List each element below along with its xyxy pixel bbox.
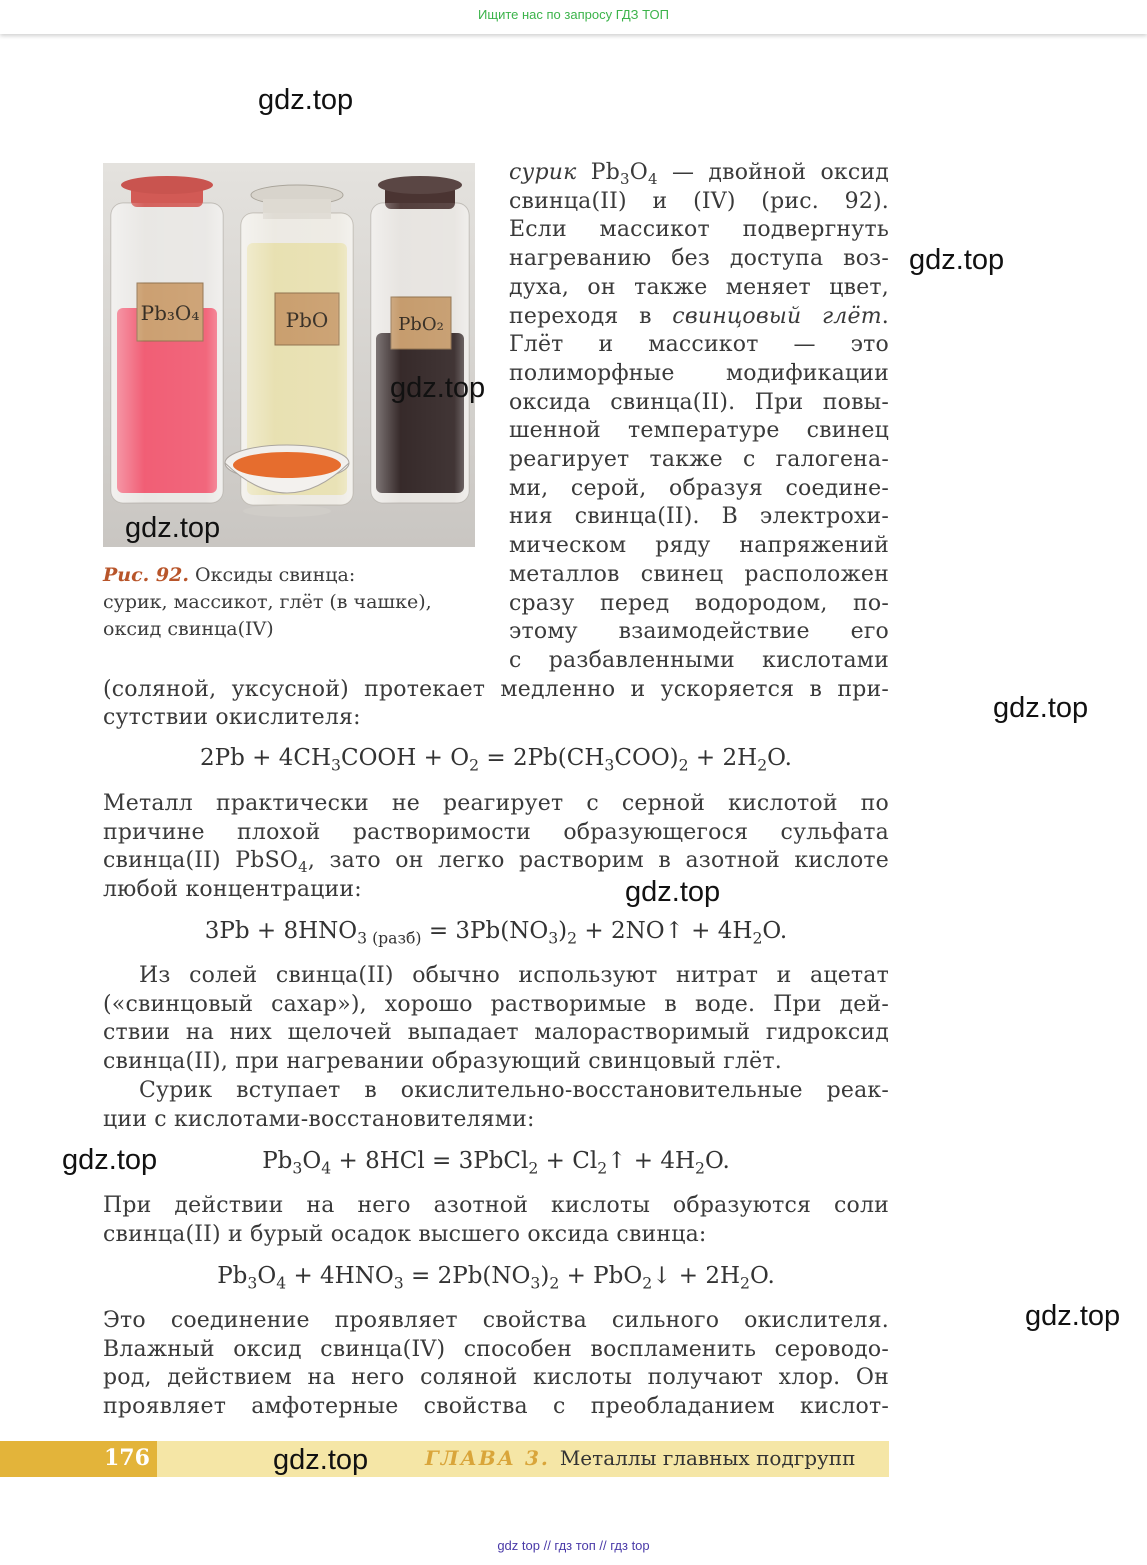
text-line: свинца(II), при нагревании образующий свинцовый глёт. <box>103 1049 782 1075</box>
watermark: gdz.top <box>125 512 221 544</box>
text-line: род, действием на него соляной кислоты получают хлор. Он <box>103 1365 889 1391</box>
text-line: ции с кислотами-восстановителями: <box>103 1106 535 1132</box>
text-line: мическом ряду напряжений <box>509 533 889 559</box>
text-line: шенной температуре свинец <box>509 418 889 444</box>
top-banner-text: Ищите нас по запросу ГДЗ ТОП <box>478 7 669 22</box>
watermark: gdz.top <box>62 1144 158 1176</box>
equation-4: $Pb_3O_4 + 4HNO_3 = 2Pb(NO_3)_2$ + PbO$_2$↓ + $2H_2O$. <box>217 1263 775 1293</box>
watermark: gdz.top <box>993 692 1089 724</box>
equation-3: $Pb_3O_4 + 8HCl$ = 3PbCl$_2$ + $Cl_2↑ + 4H_2O$. <box>262 1148 730 1178</box>
text-line: этому взаимодействие его <box>509 619 889 645</box>
bottom-links[interactable]: gdz top // гдз топ // гдз top <box>497 1538 650 1553</box>
text-line: Влажный оксид свинца(IV) способен воспламенить сероводо- <box>103 1336 889 1362</box>
text-line: сурик $Pb_3O_4$ — двойной оксид <box>509 160 889 189</box>
caption-line: сурик, массикот, глёт (в чашке), <box>103 591 432 613</box>
text-line: («свинцовый сахар»), хорошо растворимые в воде. При дей- <box>103 991 889 1017</box>
figure-label: Рис. 92. <box>103 564 189 586</box>
text-line: с разбавленными кислотами <box>509 647 889 673</box>
term-litharge: свинцовый глёт <box>672 303 882 329</box>
text-line: сутствии окислителя: <box>103 705 361 731</box>
text-line: Это соединение проявляет свойства сильного окислителя. <box>103 1308 889 1333</box>
text-line: реагирует также с галогена- <box>509 447 889 472</box>
text-line: полиморфные модификации <box>509 360 889 386</box>
equation-2: $3Pb + 8HNO_{3 (разб)} = 3Pb(NO_3)_2$ + 2NO↑ + $4H_2O$. <box>204 918 788 948</box>
figure-caption <box>103 562 493 643</box>
text-line: свинца(II) и (IV) (рис. 92). <box>509 188 889 214</box>
text-line: ми, серой, образуя соедине- <box>509 475 889 501</box>
text-line: металлов свинец расположен <box>509 561 889 587</box>
text-line: Из солей свинца(II) обычно используют нитрат и ацетат <box>139 963 889 988</box>
text-line: любой концентрации: <box>103 877 362 903</box>
text-line: (соляной, уксусной) протекает медленно и ускоряется в при- <box>103 676 889 702</box>
term-minium: сурик <box>509 160 577 185</box>
text-line: При действии на него азотной кислоты образуются соли <box>103 1193 889 1218</box>
chapter-title <box>425 1446 855 1470</box>
text-line: ствии на них щелочей выпадает малорастворимый гидроксид <box>103 1020 889 1046</box>
figure-92-photo <box>103 163 475 547</box>
watermark: gdz.top <box>273 1444 369 1476</box>
watermark: gdz.top <box>1025 1300 1121 1332</box>
text-line: сразу перед водородом, по- <box>509 590 889 616</box>
text-line: оксида свинца(II). При повы- <box>509 389 889 415</box>
text-line: ния свинца(II). В электрохи- <box>509 504 889 530</box>
caption-line: оксид свинца(IV) <box>103 618 274 640</box>
watermark: gdz.top <box>258 84 354 116</box>
text-line: нагреванию без доступа воз- <box>509 246 889 272</box>
watermark: gdz.top <box>390 372 486 404</box>
caption-line: Оксиды свинца: <box>188 564 356 586</box>
text-line: свинца(II) и бурый осадок высшего оксида свинца: <box>103 1221 707 1247</box>
text-line: Глёт и массикот — это <box>509 332 889 358</box>
text-line: духа, он также меняет цвет, <box>509 274 889 300</box>
text-line: свинца(II) PbSO$_4$, зато он легко растворим в азотной кислоте <box>103 848 889 877</box>
chapter-label: ГЛАВА 3. <box>425 1446 550 1470</box>
page-footer <box>0 1441 889 1477</box>
text-line: Сурик вступает в окислительно-восстановительные реак- <box>139 1077 889 1103</box>
text-line: Металл практически не реагирует с серной кислотой по <box>103 791 889 816</box>
bowl-powder <box>233 452 341 478</box>
equation-1: $2Pb + 4CH_3COOH + O_2 = 2Pb(CH_3COO)_2 + 2H_2O$. <box>200 745 792 775</box>
top-banner <box>0 0 1147 34</box>
text-line: причине плохой растворимости образующегося сульфата <box>103 819 889 845</box>
text-line: переходя в свинцовый глёт. <box>509 303 889 329</box>
text-line: проявляет амфотерные свойства с преобладанием кислот- <box>103 1394 889 1420</box>
watermark: gdz.top <box>909 244 1005 276</box>
chapter-name: Металлы главных подгрупп <box>559 1446 856 1470</box>
text-line: Если массикот подвергнуть <box>509 217 889 243</box>
page-number: 176 <box>104 1445 150 1471</box>
page-number-box <box>0 1441 157 1477</box>
watermark: gdz.top <box>625 876 721 908</box>
